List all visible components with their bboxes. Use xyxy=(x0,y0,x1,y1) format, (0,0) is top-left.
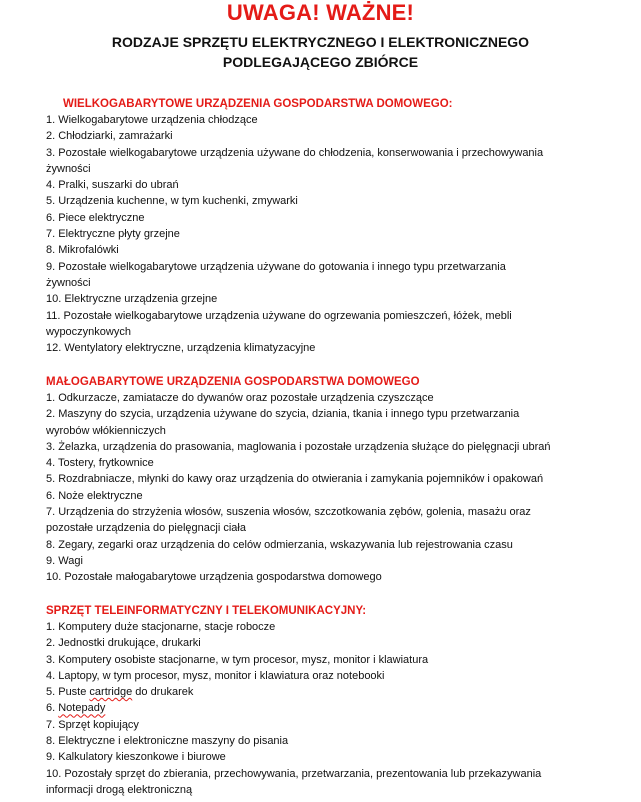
list-item-line: 3. Żelazka, urządzenia do prasowania, maglowania i pozostałe urządzenia służące do pielęgnacji ubrań xyxy=(46,440,551,453)
section-heading: WIELKOGABARYTOWE URZĄDZENIA GOSPODARSTWA DOMOWEGO: xyxy=(63,98,453,110)
section-small-appliances xyxy=(46,374,618,586)
list-item-line: 10. Elektryczne urządzenia grzejne xyxy=(46,293,218,306)
list-item xyxy=(46,308,618,341)
list-item-line: 5. Rozdrabniacze, młynki do kawy oraz urządzenia do otwierania i zamykania pojemników i opakowań xyxy=(46,473,544,486)
list-item-line: 10. Pozostałe małogabarytowe urządzenia gospodarstwa domowego xyxy=(46,571,382,584)
item-list xyxy=(46,619,618,798)
list-item xyxy=(46,488,618,504)
list-item xyxy=(46,439,618,455)
list-item-line: informacji drogą elektroniczną xyxy=(46,783,193,796)
list-item xyxy=(46,340,618,356)
list-item-line: wypoczynkowych xyxy=(46,325,131,338)
list-item-line: 3. Pozostałe wielkogabarytowe urządzenia używane do chłodzenia, konserwowania i przechowywania xyxy=(46,146,544,159)
list-item xyxy=(46,684,618,700)
list-item xyxy=(46,390,618,406)
list-item-line: 8. Elektryczne i elektroniczne maszyny do pisania xyxy=(46,735,289,748)
list-item-line: 7. Elektryczne płyty grzejne xyxy=(46,228,180,241)
list-item-line: 4. Tostery, frytkownice xyxy=(46,457,154,470)
list-item xyxy=(46,145,618,178)
section-it-telecom xyxy=(46,603,618,798)
list-item-line: 6. Piece elektryczne xyxy=(46,211,145,224)
list-item xyxy=(46,193,618,209)
list-item xyxy=(46,635,618,651)
list-item-line: pozostałe urządzenia do pielęgnacji ciała xyxy=(46,522,246,535)
list-item-line: 9. Pozostałe wielkogabarytowe urządzenia używane do gotowania i innego typu przetwarzania xyxy=(46,260,506,273)
list-item-line: 9. Kalkulatory kieszonkowe i biurowe xyxy=(46,751,226,764)
list-item-line: 5. Puste cartridge do drukarek xyxy=(46,686,194,699)
list-item xyxy=(46,619,618,635)
spellcheck-word: Notepady xyxy=(58,702,106,715)
section-large-appliances xyxy=(46,96,618,356)
list-item-line: 3. Komputery osobiste stacjonarne, w tym procesor, mysz, monitor i klawiatura xyxy=(46,653,429,666)
list-item-line: 7. Urządzenia do strzyżenia włosów, suszenia włosów, szczotkowania zębów, golenia, masażu oraz xyxy=(46,506,531,519)
list-item xyxy=(46,210,618,226)
list-item-line: 1. Wielkogabarytowe urządzenia chłodzące xyxy=(46,114,258,126)
list-item xyxy=(46,537,618,553)
list-item xyxy=(46,291,618,307)
spellcheck-word: cartridge xyxy=(89,686,133,699)
list-item-line: 5. Urządzenia kuchenne, w tym kuchenki, zmywarki xyxy=(46,195,298,208)
list-item-line: 2. Jednostki drukujące, drukarki xyxy=(46,637,201,650)
item-list xyxy=(46,112,618,356)
list-item xyxy=(46,406,618,439)
list-item-line: 7. Sprzęt kopiujący xyxy=(46,718,139,731)
list-item-line: 10. Pozostały sprzęt do zbierania, przechowywania, przetwarzania, prezentowania lub przekazywania xyxy=(46,767,542,780)
list-item xyxy=(46,226,618,242)
list-item xyxy=(46,652,618,668)
section-heading: SPRZĘT TELEINFORMATYCZNY I TELEKOMUNIKACYJNY: xyxy=(46,605,367,617)
list-item-line: żywności xyxy=(46,276,91,289)
list-item xyxy=(46,749,618,765)
item-list xyxy=(46,390,618,586)
list-item xyxy=(46,717,618,733)
subtitle-line-1: RODZAJE SPRZĘTU ELEKTRYCZNEGO I ELEKTRONICZNEGO xyxy=(111,34,530,50)
list-item xyxy=(46,553,618,569)
list-item-line: żywności xyxy=(46,162,91,175)
list-item-line: 6. Noże elektryczne xyxy=(46,489,143,502)
page-title: UWAGA! WAŻNE! xyxy=(226,0,415,25)
list-item-line: 11. Pozostałe wielkogabarytowe urządzenia używane do ogrzewania pomieszczeń, łóżek, mebli xyxy=(46,309,512,322)
list-item xyxy=(46,668,618,684)
list-item xyxy=(46,242,618,258)
list-item xyxy=(46,128,618,144)
list-item-line: 4. Laptopy, w tym procesor, mysz, monitor i klawiatura oraz notebooki xyxy=(46,669,385,682)
list-item xyxy=(46,733,618,749)
list-item xyxy=(46,112,618,128)
list-item xyxy=(46,177,618,193)
list-item-line: 9. Wagi xyxy=(46,554,83,567)
list-item xyxy=(46,471,618,487)
subtitle-line-2: PODLEGAJĄCEGO ZBIÓRCE xyxy=(222,54,419,70)
list-item xyxy=(46,700,618,716)
list-item-line: 12. Wentylatory elektryczne, urządzenia klimatyzacyjne xyxy=(46,342,316,355)
list-item xyxy=(46,455,618,471)
list-item xyxy=(46,259,618,292)
list-item xyxy=(46,504,618,537)
list-item-line: wyrobów włókienniczych xyxy=(46,424,166,437)
list-item-line: 2. Chłodziarki, zamrażarki xyxy=(46,130,173,143)
list-item-line: 6. Notepady xyxy=(46,702,106,715)
list-item-line: 4. Pralki, suszarki do ubrań xyxy=(46,179,179,192)
list-item xyxy=(46,569,618,585)
list-item xyxy=(46,766,618,799)
section-heading: MAŁOGABARYTOWE URZĄDZENIA GOSPODARSTWA DOMOWEGO xyxy=(46,376,420,388)
page-subtitle xyxy=(0,32,641,72)
list-item-line: 1. Odkurzacze, zamiatacze do dywanów oraz pozostałe urządzenia czyszczące xyxy=(46,392,434,404)
list-item-line: 8. Zegary, zegarki oraz urządzenia do celów odmierzania, wskazywania lub rejestrowania czasu xyxy=(46,538,513,551)
list-item-line: 8. Mikrofalówki xyxy=(46,244,119,257)
list-item-line: 2. Maszyny do szycia, urządzenia używane do szycia, dziania, tkania i innego typu przetwarzania xyxy=(46,408,520,421)
list-item-line: 1. Komputery duże stacjonarne, stacje robocze xyxy=(46,621,276,633)
